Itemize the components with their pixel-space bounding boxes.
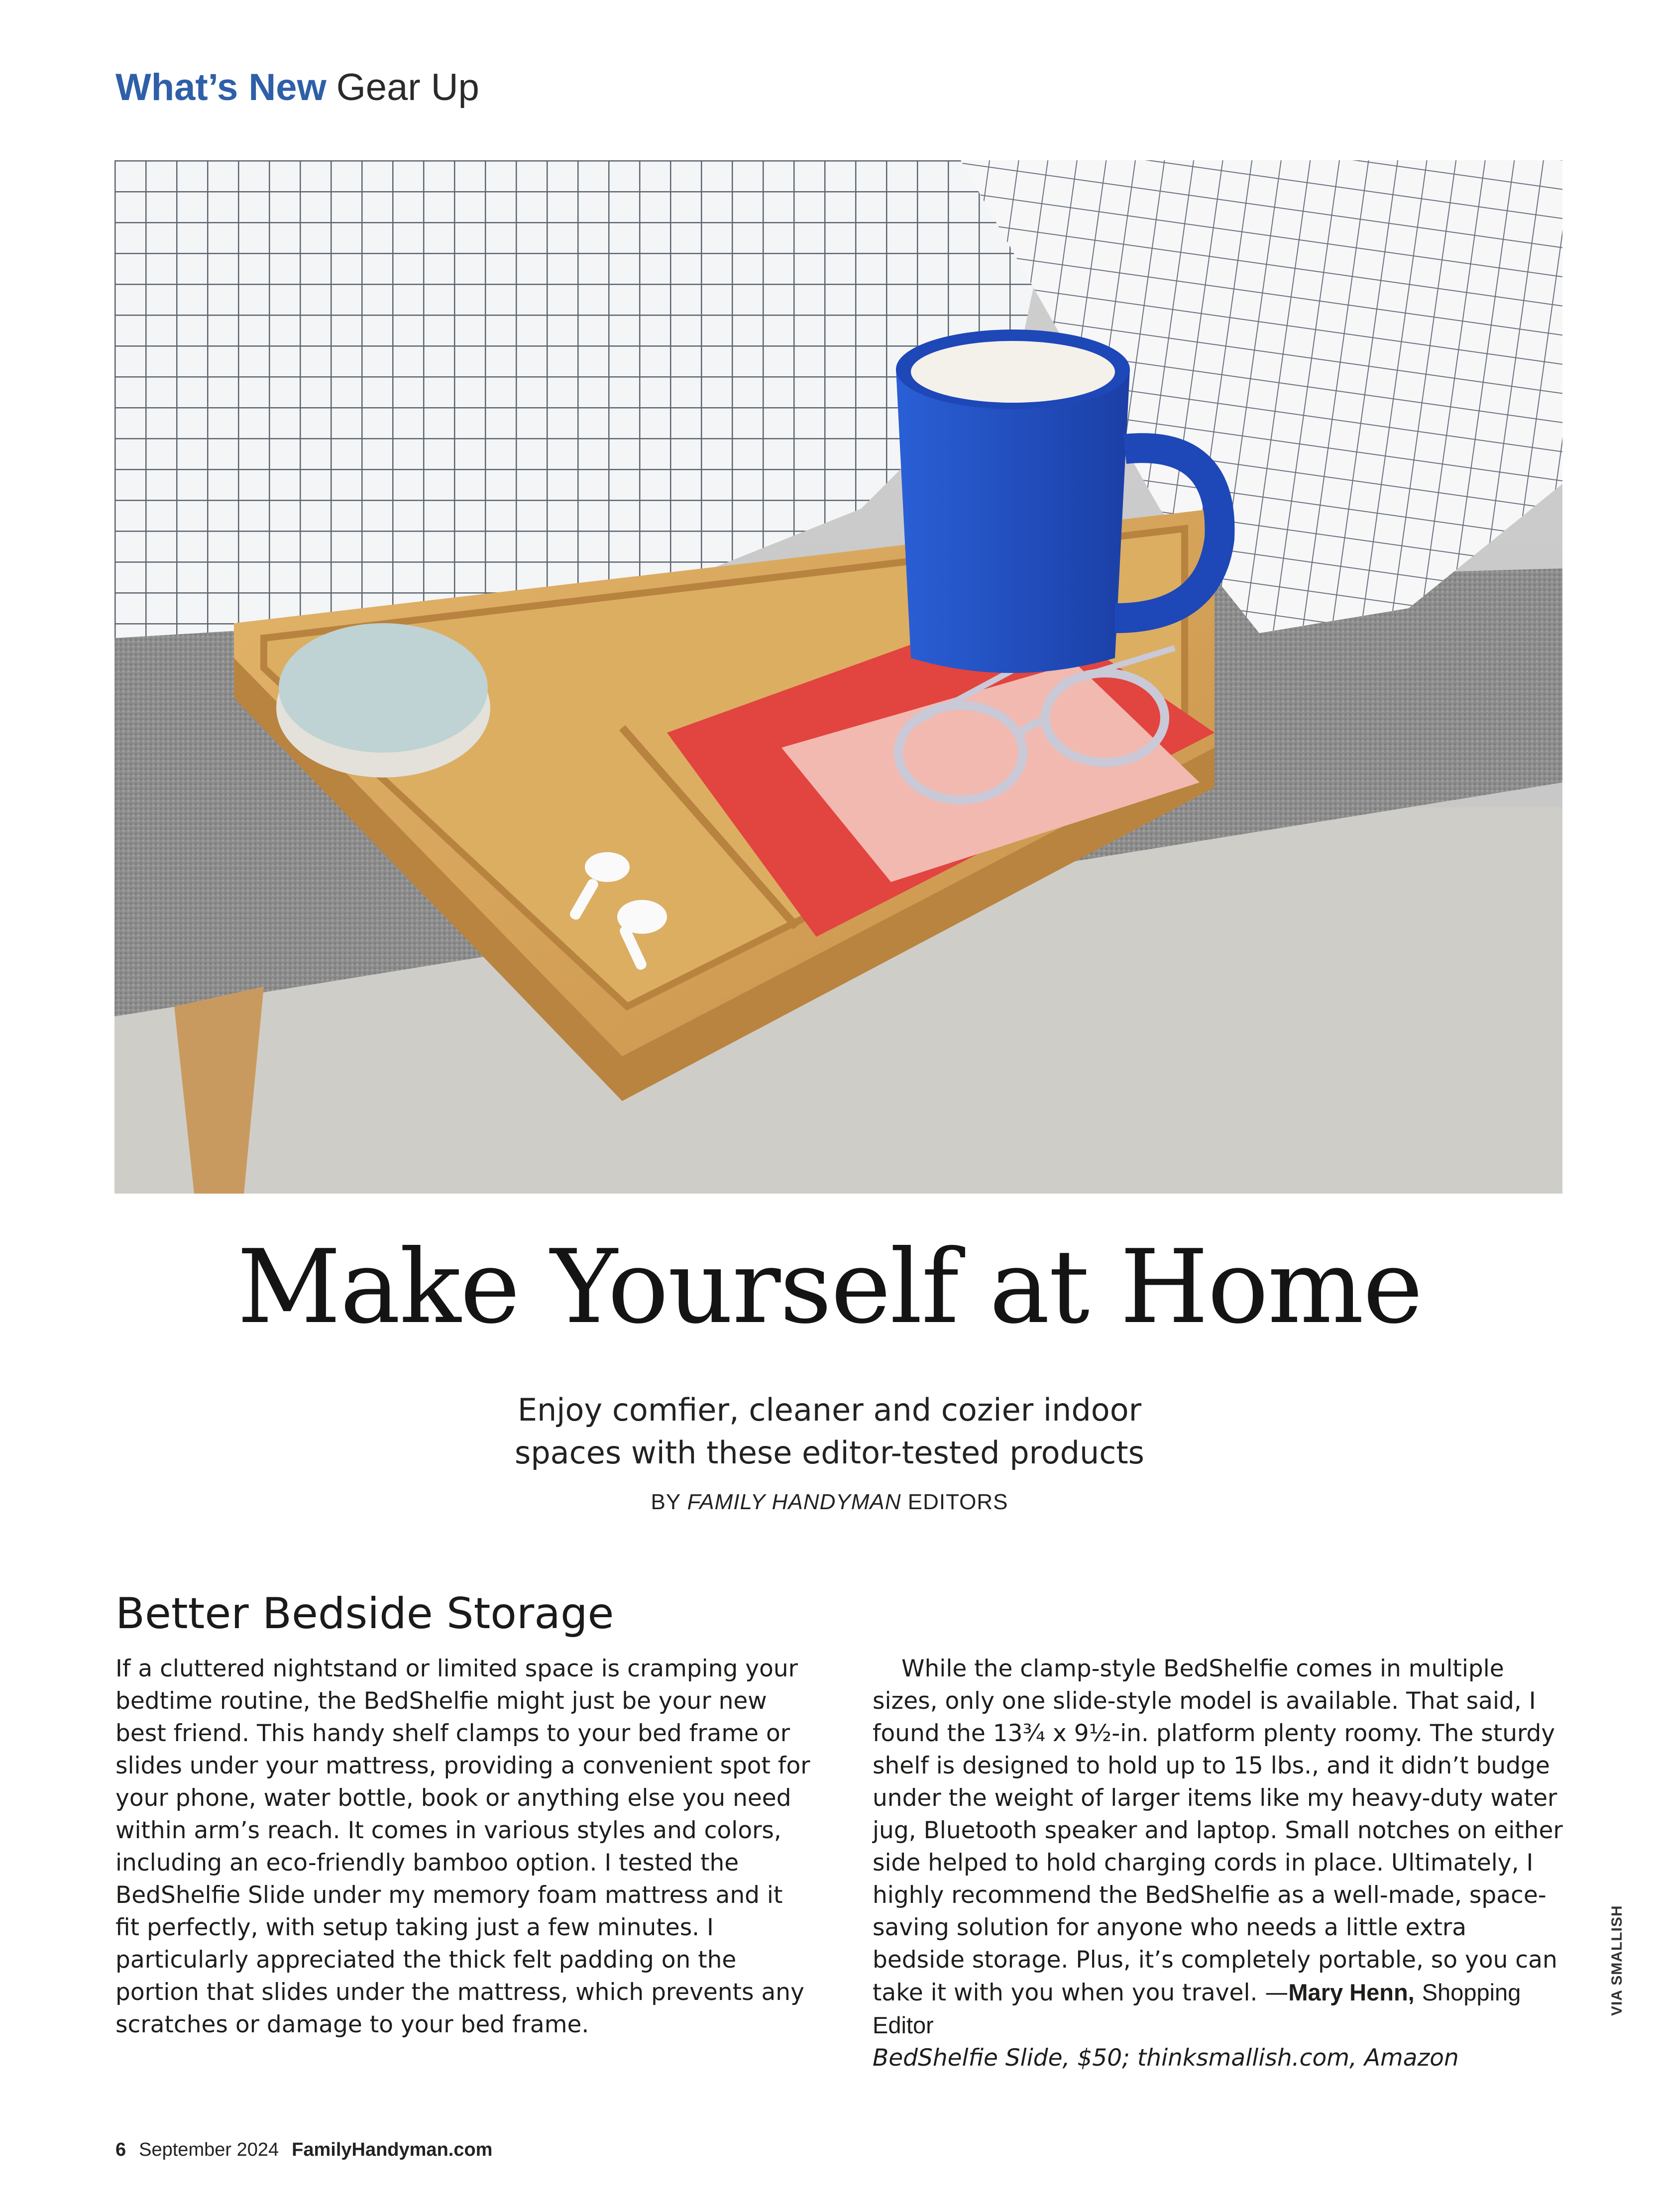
- column-right: [873, 1653, 1564, 2074]
- site-url: FamilyHandyman.com: [292, 2139, 493, 2160]
- photo-credit: VIA SMALLISH: [1609, 1905, 1625, 2016]
- page-number: 6: [115, 2139, 126, 2160]
- product-info: BedShelfie Slide, $50; thinksmallish.com, Amazon: [873, 2044, 1459, 2072]
- byline-suffix: EDITORS: [907, 1490, 1008, 1514]
- section-header: [115, 66, 479, 109]
- section-label: What’s New: [115, 66, 327, 109]
- column-left: [115, 1653, 812, 2041]
- page-footer: [115, 2139, 492, 2161]
- left-paragraph: If a cluttered nightstand or limited space is cramping your bedtime routine, the BedShelfie might just be your new best friend. This handy shelf clamps to your bed frame or slides under your mattress, providing a convenient spot for your phone, water bottle, book or anything else you need within arm’s reach. It comes in various styles and colors, including an eco-friendly bamboo option. I tested the BedShelfie Slide under my memory foam mattress and it fit perfectly, with setup taking just a few minutes. I particularly appreciated the thick felt padding on the portion that slides under the mattress, which prevents any scratches or damage to your bed frame.: [115, 1655, 810, 2038]
- subsection-label: Gear Up: [336, 66, 479, 109]
- author-name: Mary Henn,: [1288, 1979, 1415, 2005]
- headline: Make Yourself at Home: [237, 1228, 1422, 1346]
- dek-line-1: Enjoy comfier, cleaner and cozier indoor: [517, 1392, 1142, 1428]
- dek: [0, 1389, 1659, 1474]
- product-photo: [114, 160, 1562, 1194]
- byline: [0, 1490, 1659, 1515]
- section-title: Better Bedside Storage: [115, 1589, 614, 1639]
- author-role: Shopping Editor: [873, 1979, 1521, 2038]
- right-paragraph-text: While the clamp-style BedShelfie comes in multiple sizes, only one slide-style model is available. That said, I found the 13¾ x 9½-in. platform plenty roomy. The sturdy shelf is designed to hold up to 15 lbs., and it didn’t budge under the weight of larger items like my heavy-duty water jug, Bluetooth speaker and laptop. Small notches on either side helped to hold charging cords in place. Ultimately, I highly recommend the BedShelfie as a well-made, space-saving solution for anyone who needs a little extra bedside storage. Plus, it’s completely portable, so you can take it with you when you travel. —: [873, 1655, 1563, 2006]
- byline-prefix: BY: [651, 1490, 681, 1514]
- dek-line-2: spaces with these editor-tested products: [515, 1435, 1144, 1471]
- byline-publication: FAMILY HANDYMAN: [687, 1490, 901, 1514]
- bedshelfie-photo-illustration: [114, 160, 1562, 1194]
- right-paragraph: [873, 1653, 1564, 2042]
- issue-date: September 2024: [139, 2139, 279, 2160]
